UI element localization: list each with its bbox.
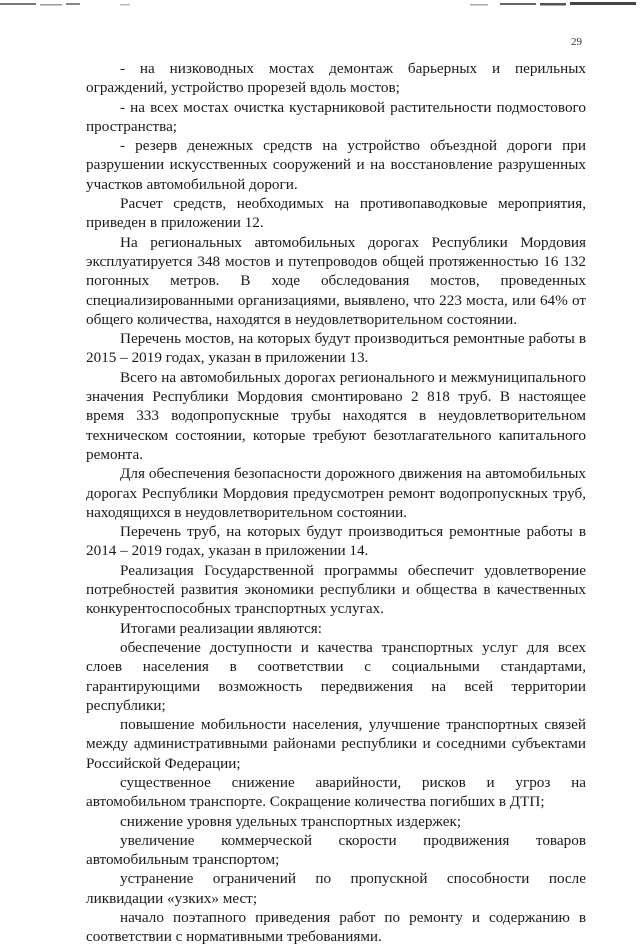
paragraph: - на всех мостах очистка кустарниковой растительности подмостового пространства; (86, 98, 586, 135)
scan-edge-artifact (0, 0, 640, 14)
paragraph: устранение ограничений по пропускной способности после ликвидации «узких» мест; (86, 870, 586, 907)
paragraph: повышение мобильности населения, улучшение транспортных связей между административными районами республики и соседними субъектами Российской Федерации; (86, 716, 586, 772)
paragraph: существенное снижение аварийности, рисков и угроз на автомобильном транспорте. Сокращение количества погибших в ДТП; (86, 773, 586, 811)
paragraph: увеличение коммерческой скорости продвижения товаров автомобильным транспортом; (86, 831, 586, 869)
paragraph: Расчет средств, необходимых на противопаводковые мероприятия, приведен в приложении 12. (86, 195, 586, 232)
paragraph: начало поэтапного приведения работ по ремонту и содержанию в соответствии с нормативными требованиями. (86, 909, 586, 946)
paragraph: снижение уровня удельных транспортных издержек; (120, 812, 462, 830)
paragraph: обеспечение доступности и качества транспортных услуг для всех слоев населения в соответствии с социальными стандартами, гарантирующими возможность передвижения на всей территории республики; (86, 638, 586, 714)
page-number: 29 (571, 36, 582, 48)
paragraph: Реализация Государственной программы обеспечит удовлетворение потребностей развития экономики республики и общества в качественных конкурентоспособных транспортных услугах. (86, 561, 586, 618)
document-body (86, 58, 586, 947)
paragraph: Перечень мостов, на которых будут производиться ремонтные работы в 2015 – 2019 годах, указан в приложении 13. (86, 330, 586, 367)
paragraph: Для обеспечения безопасности дорожного движения на автомобильных дорогах Республики Мордовия предусмотрен ремонт водопропускных труб, находящихся в неудовлетворительном состоянии. (86, 465, 586, 521)
paragraph: На региональных автомобильных дорогах Республики Мордовия эксплуатируется 348 мостов и путепроводов общей протяженностью 16 132 погонных метров. В ходе обследования мостов, проведенных специализированными организациями, выявлено, что 223 моста, или 64% от общего количества, находятся в неудовлетворительном состоянии. (86, 233, 586, 328)
paragraph: Перечень труб, на которых будут производиться ремонтные работы в 2014 – 2019 годах, указан в приложении 14. (86, 523, 586, 560)
paragraph: Итогами реализации являются: (120, 619, 322, 637)
paragraph: Всего на автомобильных дорогах регионального и межмуниципального значения Республики Мордовия смонтировано 2 818 труб. В настоящее время 333 водопропускные трубы находятся в неудовлетворительном техническом состоянии, которые требуют безотлагательного капитального ремонта. (86, 368, 586, 463)
paragraph: - на низководных мостах демонтаж барьерных и перильных ограждений, устройство прорезей вдоль мостов; (86, 60, 586, 97)
paragraph: - резерв денежных средств на устройство объездной дороги при разрушении искусственных сооружений и на восстановление разрушенных участков автомобильной дороги. (86, 137, 586, 193)
